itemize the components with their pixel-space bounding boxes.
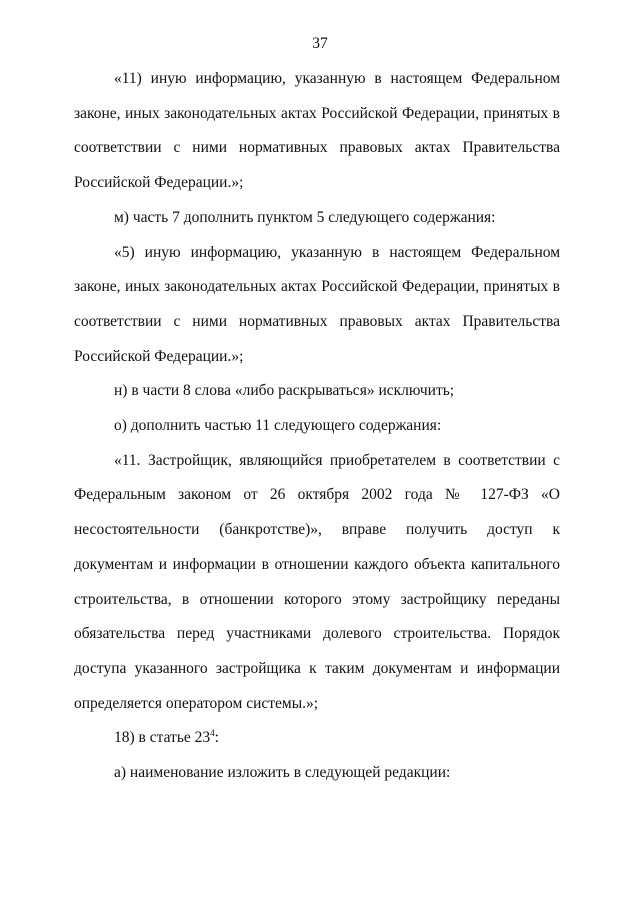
paragraph-part-11-addition: о) дополнить частью 11 следующего содержания:: [114, 417, 442, 435]
paragraph-developer-access: «11. Застройщик, являющийся приобретателем в соответствии с Федеральным законом от 26 октября 2002 года № 127-ФЗ «О несостоятельности (банкротстве)», вправе получить доступ к документам и информации в отношении каждого объекта капитального строительства, в отношении которого этому застройщику переданы обязательства перед участниками долевого строительства. Порядок доступа указанного застройщика к таким документам и информации определяется оператором системы.»;: [74, 451, 560, 712]
paragraph-item-5-info: «5) иную информацию, указанную в настоящем Федеральном законе, иных законодательных актах Российской Федерации, принятых в соответствии с ними нормативных правовых актах Правительства Российской Федерации.»;: [74, 243, 560, 365]
article-text: 18) в статье 23: [114, 729, 211, 747]
paragraph-part-8-amendment: н) в части 8 слова «либо раскрываться» исключить;: [114, 382, 455, 400]
page-number: 37: [312, 35, 328, 52]
paragraph-part-7-amendment: м) часть 7 дополнить пунктом 5 следующего содержания:: [114, 208, 496, 226]
document-body: [74, 62, 560, 791]
article-superscript: 4: [210, 728, 215, 739]
paragraph-item-11-info: «11) иную информацию, указанную в настоящем Федеральном законе, иных законодательных актах Российской Федерации, принятых в соответствии с ними нормативных правовых актах Правительства Российской Федерации.»;: [74, 70, 560, 192]
article-suffix: :: [214, 729, 219, 747]
paragraph-article-23-4: [74, 721, 560, 756]
paragraph-title-amendment: а) наименование изложить в следующей редакции:: [114, 764, 451, 782]
